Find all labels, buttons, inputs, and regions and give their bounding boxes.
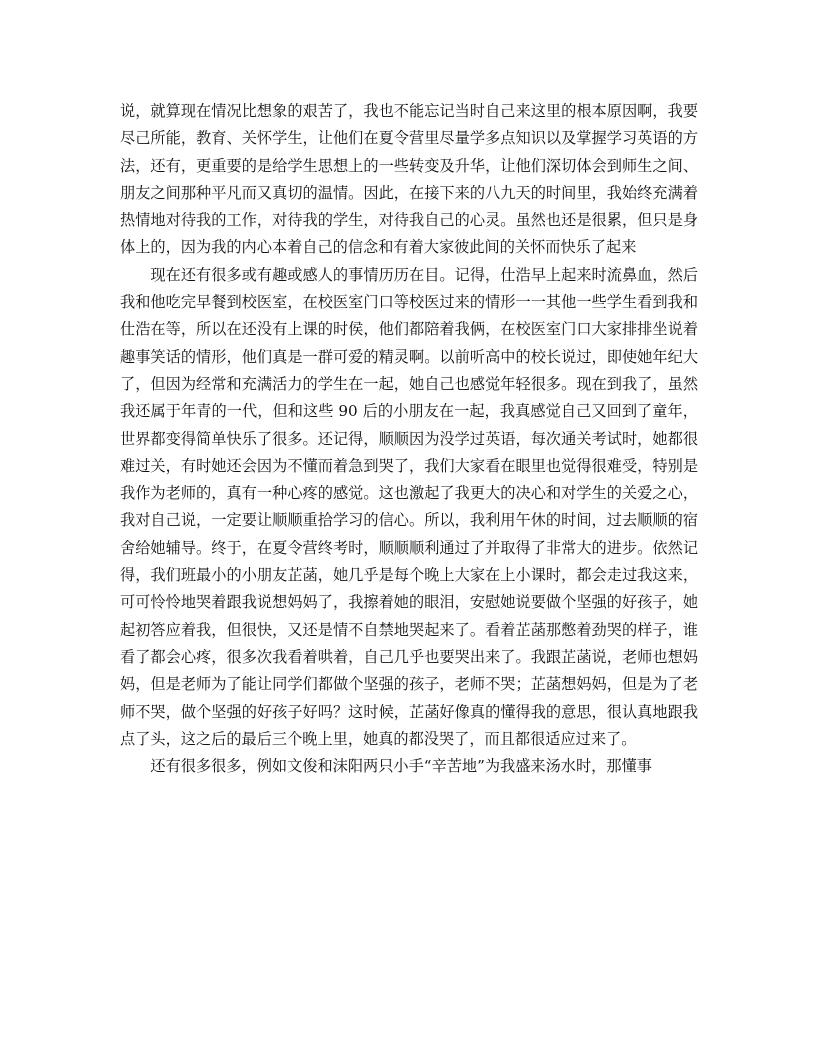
paragraph-3: 还有很多很多，例如文俊和沫阳两只小手“辛苦地”为我盛来汤水时，那懂事 [150, 757, 652, 776]
document-page [120, 98, 698, 780]
paragraph-2: 现在还有很多或有趣或感人的事情历历在目。记得，仕浩早上起来时流鼻血，然后我和他吃完早餐到校医室，在校医室门口等校医过来的情形一一其他一些学生看到我和仕浩在等，所以在还没有上课的时侯，他们都陪着我俩，在校医室门口大家排排坐说着趣事笑话的情形，他们真是一群可爱的精灵啊。以前听高中的校长说过，即使她年纪大了，但因为经常和充满活力的学生在一起，她自己也感觉年轻很多。现在到我了，虽然我还属于年青的一代，但和这些 90 后的小朋友在一起，我真感觉自己又回到了童年，世界都变得简单快乐了很多。还记得，顺顺因为没学过英语，每次通关考试时，她都很难过关，有时她还会因为不懂而着急到哭了，我们大家看在眼里也觉得很难受，特别是我作为老师的，真有一种心疼的感觉。这也激起了我更大的决心和对学生的关爱之心，我对自己说，一定要让顺顺重拾学习的信心。所以，我利用午休的时间，过去顺顺的宿舍给她辅导。终于，在夏令营终考时，顺顺顺利通过了并取得了非常大的进步。依然记得，我们班最小的小朋友芷菡，她几乎是每个晚上大家在上小课时，都会走过我这来，可可怜怜地哭着跟我说想妈妈了，我擦着她的眼泪，安慰她说要做个坚强的好孩子，她起初答应着我，但很快，又还是情不自禁地哭起来了。看着芷菡那憋着劲哭的样子，谁看了都会心疼，很多次我看着哄着，自己几乎也要哭出来了。我跟芷菡说，老师也想妈妈，但是老师为了能让同学们都做个坚强的孩子，老师不哭；芷菡想妈妈，但是为了老师不哭，做个坚强的好孩子好吗？这时候，芷菡好像真的懂得我的意思，很认真地跟我点了头，这之后的最后三个晚上里，她真的都没哭了，而且都很适应过来了。 [120, 265, 698, 748]
paragraph-1: 说，就算现在情况比想象的艰苦了，我也不能忘记当时自己来这里的根本原因啊，我要尽己所能，教育、关怀学生，让他们在夏令营里尽量学多点知识以及掌握学习英语的方法，还有，更重要的是给学生思想上的一些转变及升华，让他们深切体会到师生之间、朋友之间那种平凡而又真切的温情。因此，在接下来的八九天的时间里，我始终充满着热情地对待我的工作，对待我的学生，对待我自己的心灵。虽然也还是很累，但只是身体上的，因为我的内心本着自己的信念和有着大家彼此间的关怀而快乐了起来 [120, 102, 698, 257]
